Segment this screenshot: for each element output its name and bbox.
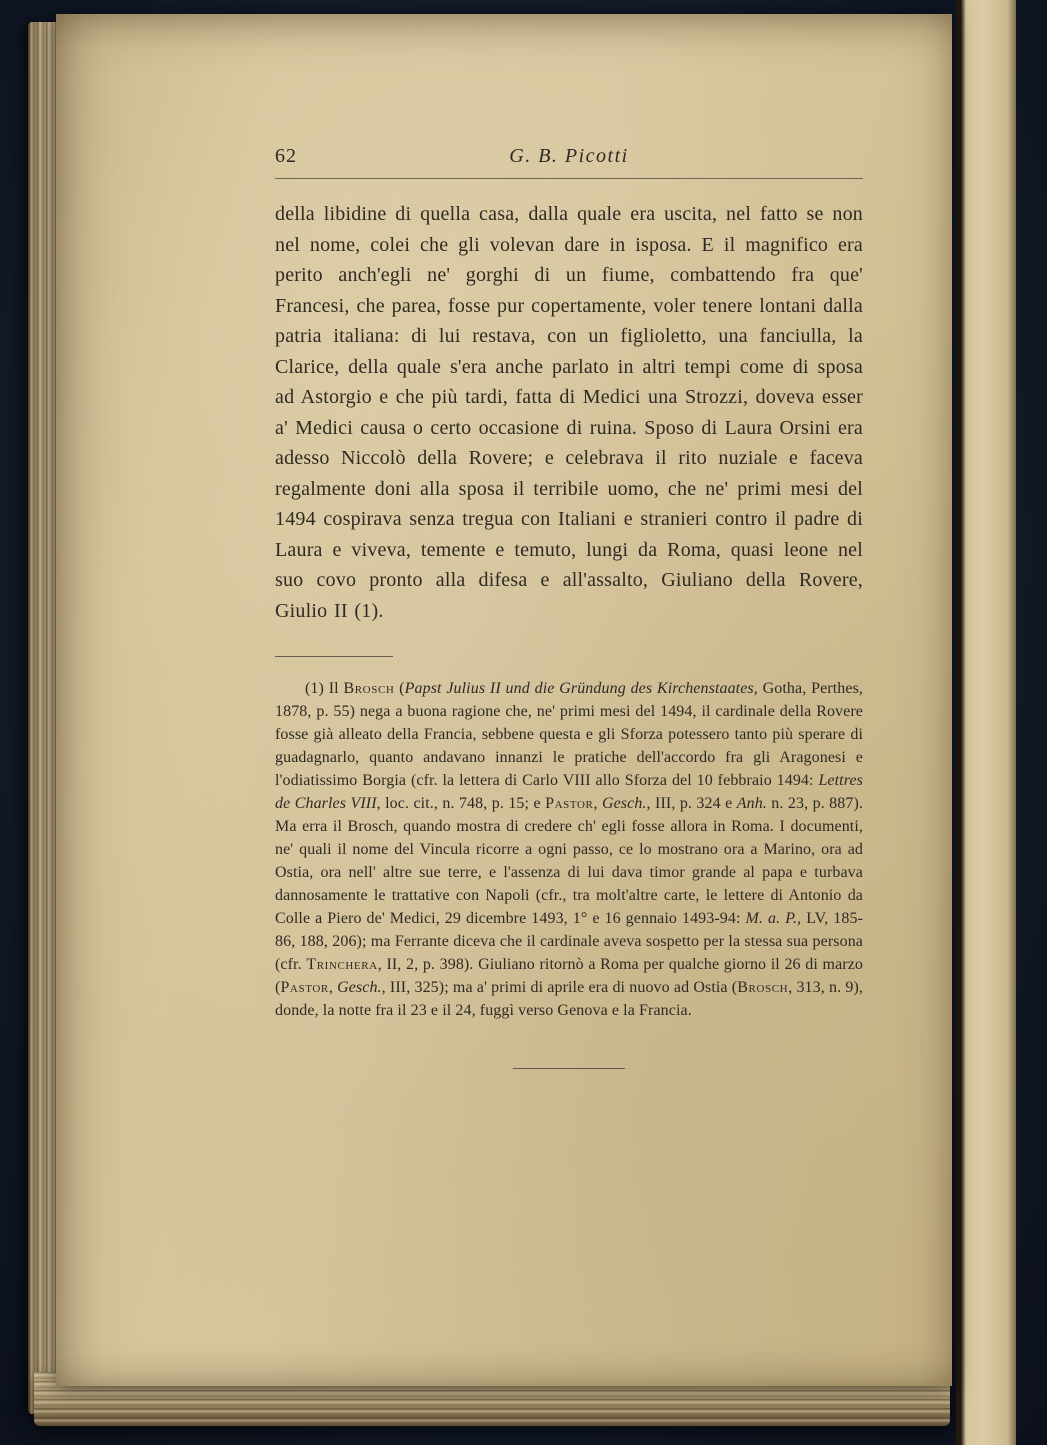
footnote-segment: , III, 325); ma a' primi di aprile era di nuovo ad Ostia ( bbox=[381, 979, 738, 996]
footnote-segment: Anh. bbox=[736, 795, 767, 812]
page-header bbox=[275, 142, 863, 170]
footnote-segment: Brosch bbox=[737, 979, 789, 996]
footnote-segment: , bbox=[328, 979, 338, 996]
footnote-segment: , bbox=[593, 795, 602, 812]
footnote-segment: , Gotha, Perthes, 1878, p. 55) nega a buona ragione che, ne' primi mesi del 1494, il cardinale della Rovere fosse già alleato della Francia, sebbene questa e gli Sforza potessero tanto più sperare di guadagnarlo, quanto andavano innanzi le pratiche dell'accordo fra gli Aragonesi e l'odiatissimo Borgia (cfr. la lettera di Carlo VIII allo Sforza del 10 febbraio 1494: bbox=[275, 680, 863, 789]
footnote-segment: ( bbox=[394, 680, 405, 697]
footnote-segment: Gesch. bbox=[601, 795, 647, 812]
text-column bbox=[275, 142, 863, 1069]
book-page bbox=[56, 14, 952, 1386]
header-rule bbox=[275, 178, 863, 179]
footnote-text bbox=[275, 677, 863, 1022]
bottom-rule bbox=[513, 1068, 625, 1069]
footnote-segment: Brosch bbox=[343, 680, 395, 697]
footnote-segment: (1) Il bbox=[305, 680, 344, 697]
running-title: G. B. Picotti bbox=[509, 145, 629, 167]
body-paragraph: della libidine di quella casa, dalla quale era uscita, nel fatto se non nel nome, colei che gli volevan dare in isposa. E il magnifico era perito anch'egli ne' gorghi di un fiume, combattendo fra que' Francesi, che parea, fosse pur copertamente, voler tenere lontani dalla patria italiana: di lui restava, con un figlioletto, una fanciulla, la Clarice, della quale s'era anche parlato in altri tempi come di sposa ad Astorgio e che più tardi, fatta di Medici una Strozzi, doveva esser a' Medici causa o certo occasione di ruina. Sposo di Laura Orsini era adesso Niccolò della Rovere; e celebrava il rito nuziale e faceva regalmente doni alla sposa il terribile uomo, che ne' primi mesi del 1494 cospirava senza tregua con Italiani e stranieri contro il padre di Laura e viveva, temente e temuto, lungi da Roma, quasi leone nel suo covo pronto alla difesa e all'assalto, Giuliano della Rovere, Giulio II (1). bbox=[275, 203, 863, 622]
footnote-segment: , II, 2, p. 398). Giuliano ritornò a Roma per qualche giorno il 26 di marzo ( bbox=[275, 956, 864, 996]
footnote-segment: M. a. P. bbox=[745, 910, 798, 927]
footnote-segment: , 313, n. 9), donde, la notte fra il 23 e il 24, fuggì verso Genova e la Francia. bbox=[275, 979, 863, 1019]
page-number: 62 bbox=[275, 145, 297, 167]
footnote-segment: Papst Julius II und die Gründung des Kirchenstaates bbox=[404, 680, 754, 697]
footnote-segment: Lettres de Charles VIII bbox=[275, 772, 863, 812]
footnote-segment: , loc. cit., n. 748, p. 15; e bbox=[376, 795, 546, 812]
footnote-segment: Trinchera bbox=[306, 956, 378, 973]
footnote-segment: Pastor bbox=[545, 795, 594, 812]
footnote-segment: , III, p. 324 e bbox=[646, 795, 737, 812]
footnote-separator-rule bbox=[275, 656, 393, 657]
footnote-segment: n. 23, p. 887). Ma erra il Brosch, quando mostra di credere ch' egli fosse allora in Roma. I documenti, ne' quali il nome del Vincula ricorre a ogni passo, ce lo mostrano ora a Marino, ora ad Ostia, ora nell' altre sue terre, e l'assenza di lui dava timor grande al papa e turbava dannosamente le trattative con Napoli (cfr., tra molt'altre carte, le lettere di Antonio da Colle a Piero de' Medici, 29 dicembre 1493, 1° e 16 gennaio 1493-94: bbox=[275, 795, 864, 927]
adjacent-page-edge bbox=[956, 0, 1016, 1445]
footnote-segment: Pastor bbox=[280, 979, 329, 996]
footnote-segment: , LV, 185-86, 188, 206); ma Ferrante diceva che il cardinale aveva sospetto per la stessa sua persona (cfr. bbox=[275, 910, 863, 973]
footnote-segment: Gesch. bbox=[337, 979, 382, 996]
